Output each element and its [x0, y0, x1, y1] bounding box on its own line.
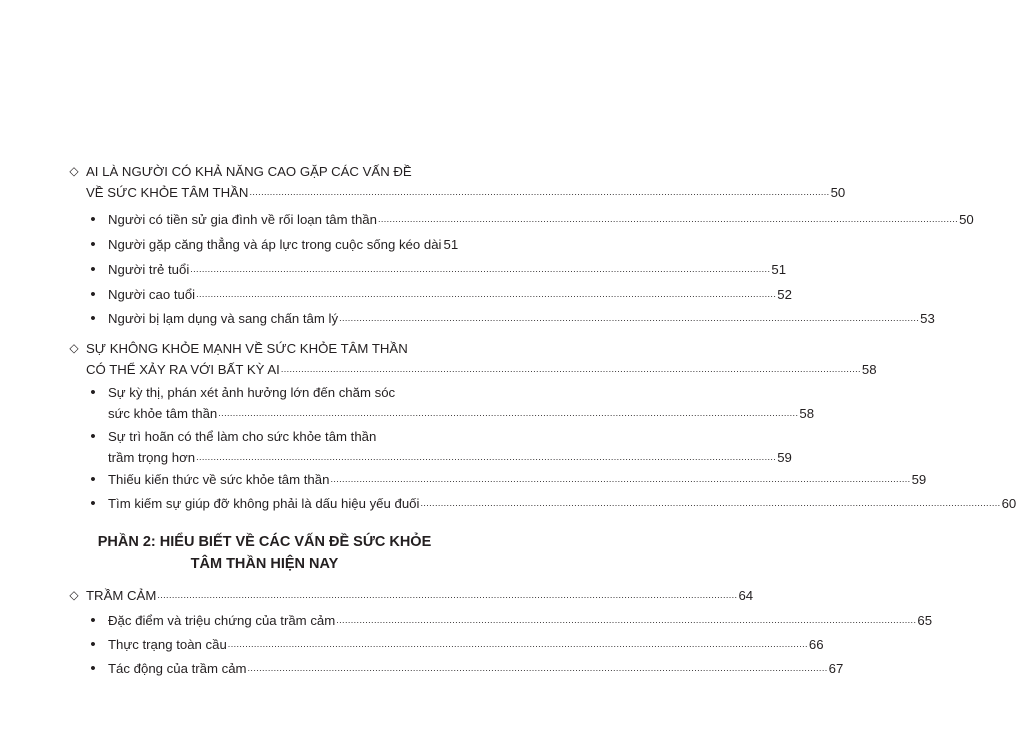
toc-line — [86, 163, 457, 180]
item-title: sức khỏe tâm thần — [108, 406, 218, 421]
page-number: 52 — [777, 287, 792, 302]
dot-leader: ........................................................................................................................................................................................................ — [247, 663, 828, 673]
page-number: 65 — [917, 613, 933, 628]
item-title: Sự trì hoãn có thể làm cho sức khỏe tâm thần — [108, 429, 377, 444]
toc-line — [108, 660, 844, 677]
section-title: AI LÀ NGƯỜI CÓ KHẢ NĂNG CAO GẶP CÁC VẤN ĐỀ — [86, 164, 412, 179]
bullet-icon: • — [90, 471, 96, 488]
item-title: Người gặp căng thẳng và áp lực trong cuộc sống kéo dài — [108, 237, 442, 252]
toc-line — [108, 236, 457, 253]
bullet-icon: • — [90, 384, 96, 401]
dot-leader: ........................................................................................................................................................................................................ — [339, 313, 920, 323]
item-title: Sự kỳ thị, phán xét ảnh hưởng lớn đến chăm sóc — [108, 385, 396, 400]
bullet-icon: • — [90, 612, 96, 629]
diamond-outline-icon: ◇ — [69, 164, 79, 178]
part-heading-line1: PHẦN 2: HIỂU BIẾT VỀ CÁC VẤN ĐỀ SỨC KHỎE — [97, 534, 432, 550]
page-number: 66 — [808, 637, 824, 652]
bullet-icon: • — [90, 636, 96, 653]
dot-leader: ........................................................................................................................................................................................................ — [190, 264, 771, 274]
toc-line — [108, 612, 933, 629]
section-title: TRẦM CẢM — [86, 588, 157, 603]
page-number: 67 — [828, 661, 844, 676]
dot-leader: ........................................................................................................................................................................................................ — [218, 408, 799, 418]
page-number: 59 — [777, 450, 792, 465]
bullet-icon: • — [90, 286, 96, 303]
dot-leader: ........................................................................................................................................................................................................ — [196, 289, 777, 299]
bullet-icon: • — [90, 310, 96, 327]
toc-line — [108, 471, 927, 488]
dot-leader: ........................................................................................................................................................................................................ — [196, 452, 777, 462]
toc-line — [108, 405, 815, 422]
page-number: 50 — [959, 212, 974, 227]
toc-line — [108, 495, 1016, 512]
toc-line — [86, 587, 754, 604]
bullet-icon: • — [90, 428, 96, 445]
bullet-icon: • — [90, 495, 96, 512]
page-number: 50 — [830, 185, 846, 200]
item-title: Tìm kiếm sự giúp đỡ không phải là dấu hiệu yếu đuối — [108, 496, 420, 511]
toc-line — [86, 184, 846, 201]
diamond-outline-icon: ◇ — [69, 588, 79, 602]
page-number: 53 — [920, 311, 935, 326]
item-title: Thiếu kiến thức về sức khỏe tâm thần — [108, 472, 330, 487]
toc-line — [108, 261, 787, 278]
toc-line — [86, 361, 877, 378]
part-heading-line2: TÂM THẦN HIỆN NAY — [190, 556, 339, 572]
page-number: 58 — [799, 406, 815, 421]
dot-leader: ........................................................................................................................................................................................................ — [420, 498, 1001, 508]
dot-leader: ........................................................................................................................................................................................................ — [157, 590, 738, 600]
toc-line — [108, 449, 792, 466]
dot-leader: ........................................................................................................................................................................................................ — [280, 364, 861, 374]
item-title: Người có tiền sử gia đình về rối loạn tâm thần — [108, 212, 377, 227]
page-number: 60 — [1001, 496, 1016, 511]
toc-line — [108, 286, 792, 303]
item-title: Người trẻ tuổi — [108, 262, 190, 277]
item-title: Đặc điểm và triệu chứng của trầm cảm — [108, 613, 336, 628]
section-title: VỀ SỨC KHỎE TÂM THẦN — [86, 185, 249, 200]
item-title: Thực trạng toàn cầu — [108, 637, 227, 652]
item-title: Người bị lạm dụng và sang chấn tâm lý — [108, 311, 339, 326]
bullet-icon: • — [90, 211, 96, 228]
bullet-icon: • — [90, 660, 96, 677]
dot-leader: ........................................................................................................................................................................................................ — [377, 214, 959, 224]
item-title: Tác động của trầm cảm — [108, 661, 247, 676]
dot-leader: ........................................................................................................................................................................................................ — [336, 615, 917, 625]
item-title: Người cao tuổi — [108, 287, 196, 302]
page-number: 64 — [738, 588, 754, 603]
toc-line — [108, 384, 457, 401]
dot-leader: ........................................................................................................................................................................................................ — [249, 187, 830, 197]
toc-line — [86, 340, 457, 357]
bullet-icon: • — [90, 236, 96, 253]
page-number: 51 — [771, 262, 787, 277]
toc-line — [108, 310, 935, 327]
dot-leader: ........................................................................................................................................................................................................ — [227, 639, 808, 649]
dot-leader: ........................................................................................................................................................................................................ — [330, 474, 911, 484]
section-title: SỰ KHÔNG KHỎE MẠNH VỀ SỨC KHỎE TÂM THẦN — [86, 341, 408, 356]
page-number: 59 — [911, 472, 927, 487]
item-title: trầm trọng hơn — [108, 450, 196, 465]
toc-line — [108, 428, 457, 445]
page-number: 51 — [443, 237, 459, 252]
toc-line — [108, 211, 974, 228]
page-number: 58 — [861, 362, 877, 377]
section-title: CÓ THỂ XẢY RA VỚI BẤT KỲ AI — [86, 362, 280, 377]
bullet-icon: • — [90, 261, 96, 278]
toc-line — [108, 636, 824, 653]
diamond-outline-icon: ◇ — [69, 341, 79, 355]
